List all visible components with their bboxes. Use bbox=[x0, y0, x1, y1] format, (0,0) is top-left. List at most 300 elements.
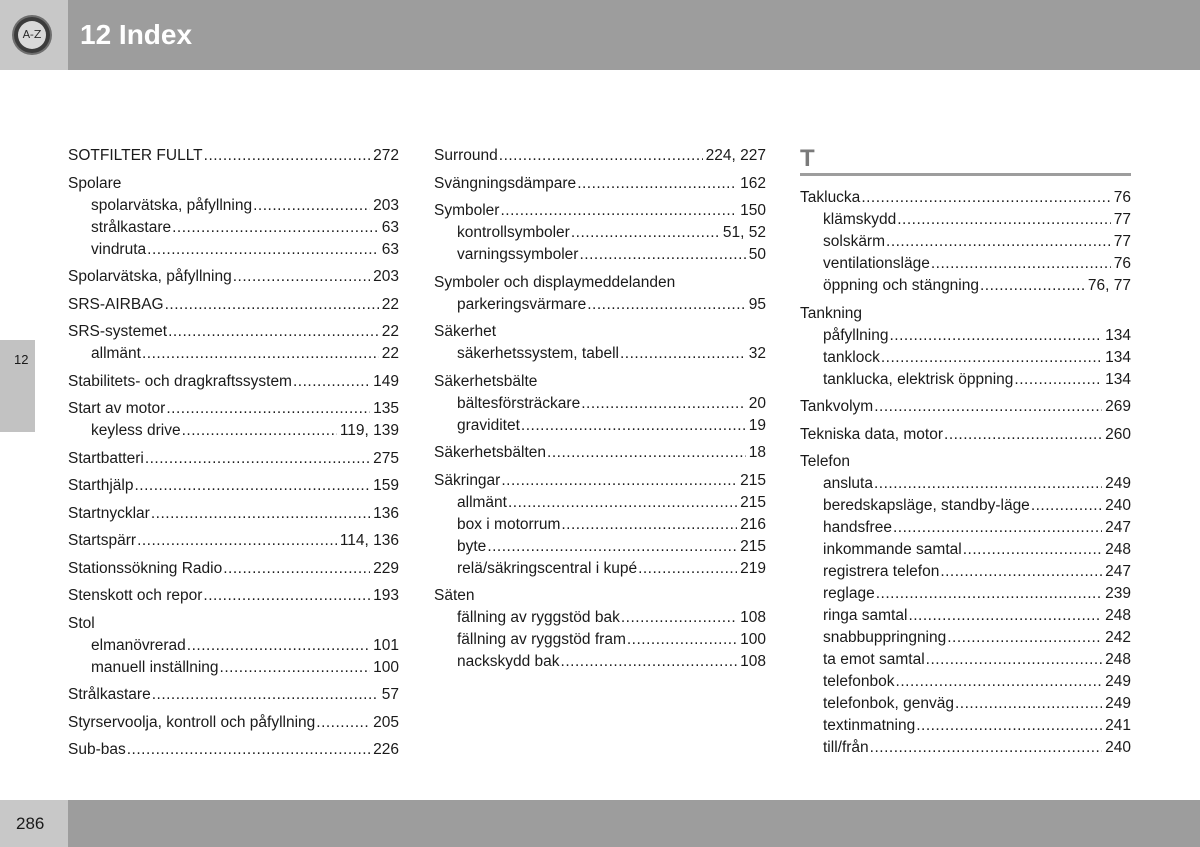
a-z-index-icon bbox=[14, 17, 50, 53]
index-group bbox=[800, 451, 1131, 759]
entry-page-ref: 272 bbox=[373, 147, 399, 164]
entry-label: fällning av ryggstöd fram bbox=[457, 631, 626, 648]
index-entry bbox=[68, 684, 399, 706]
entry-label: Start av motor bbox=[68, 400, 166, 417]
index-entry bbox=[800, 396, 1131, 418]
index-heading: Telefon bbox=[800, 453, 850, 470]
index-subentry bbox=[434, 222, 766, 244]
entry-page-ref: 260 bbox=[1105, 425, 1131, 443]
index-group bbox=[68, 558, 399, 580]
index-column-3 bbox=[800, 145, 1131, 765]
index-group bbox=[68, 684, 399, 706]
entry-label: keyless drive bbox=[91, 422, 181, 439]
entry-label: Sub-bas bbox=[68, 741, 126, 758]
dot-leader bbox=[166, 398, 370, 420]
index-entry bbox=[68, 585, 399, 607]
entry-label: ventilationsläge bbox=[823, 255, 930, 272]
page-footer bbox=[0, 800, 1200, 847]
dot-leader bbox=[893, 517, 1102, 539]
index-entry bbox=[68, 266, 399, 288]
dot-leader bbox=[127, 739, 370, 761]
entry-label: ansluta bbox=[823, 475, 873, 492]
entry-label: spolarvätska, påfyllning bbox=[91, 196, 253, 214]
index-group bbox=[68, 475, 399, 497]
entry-page-ref: 57 bbox=[381, 686, 399, 703]
entry-label: Styrservoolja, kontroll och påfyllning bbox=[68, 713, 316, 731]
entry-label: kontrollsymboler bbox=[457, 224, 570, 241]
dot-leader bbox=[621, 607, 737, 629]
index-subentry bbox=[800, 347, 1131, 369]
dot-leader bbox=[1031, 495, 1102, 517]
entry-page-ref: 76, 77 bbox=[1087, 277, 1131, 294]
entry-page-ref: 32 bbox=[748, 345, 766, 362]
dot-leader bbox=[627, 629, 737, 651]
entry-label: tanklock bbox=[823, 348, 880, 366]
index-subentry bbox=[800, 231, 1131, 253]
chapter-icon-box bbox=[0, 0, 68, 70]
index-subentry bbox=[800, 737, 1131, 759]
index-entry bbox=[68, 371, 399, 393]
dot-leader bbox=[561, 651, 738, 673]
entry-page-ref: 240 bbox=[1105, 739, 1131, 756]
entry-page-ref: 150 bbox=[740, 202, 766, 219]
index-group bbox=[434, 321, 766, 365]
entry-page-ref: 149 bbox=[373, 372, 399, 390]
index-entry bbox=[68, 145, 399, 167]
dot-leader bbox=[926, 649, 1102, 671]
entry-page-ref: 134 bbox=[1105, 348, 1131, 366]
index-group bbox=[68, 294, 399, 316]
entry-page-ref: 114, 136 bbox=[339, 532, 399, 549]
index-group bbox=[434, 200, 766, 266]
index-subentry bbox=[800, 649, 1131, 671]
index-subentry bbox=[800, 715, 1131, 737]
entry-page-ref: 136 bbox=[373, 504, 399, 522]
index-subentry bbox=[800, 605, 1131, 627]
index-group bbox=[68, 739, 399, 761]
entry-label: telefonbok, genväg bbox=[823, 695, 954, 712]
entry-label: box i motorrum bbox=[457, 515, 561, 533]
entry-page-ref: 269 bbox=[1105, 398, 1131, 415]
entry-page-ref: 76 bbox=[1113, 189, 1131, 206]
entry-page-ref: 77 bbox=[1113, 211, 1131, 228]
entry-label: telefonbok bbox=[823, 673, 895, 690]
entry-label: Tankvolym bbox=[800, 398, 874, 415]
dot-leader bbox=[886, 231, 1111, 253]
dot-leader bbox=[947, 627, 1102, 649]
entry-label: fällning av ryggstöd bak bbox=[457, 609, 620, 626]
entry-label: Starthjälp bbox=[68, 477, 134, 494]
index-subentry bbox=[800, 671, 1131, 693]
dot-leader bbox=[908, 605, 1102, 627]
entry-label: snabbuppringning bbox=[823, 629, 947, 646]
dot-leader bbox=[876, 583, 1102, 605]
index-subentry bbox=[68, 217, 399, 239]
entry-label: påfyllning bbox=[823, 326, 889, 344]
index-group bbox=[68, 503, 399, 525]
index-group bbox=[434, 585, 766, 673]
index-subentry bbox=[800, 325, 1131, 347]
entry-page-ref: 203 bbox=[373, 268, 399, 285]
entry-page-ref: 229 bbox=[373, 559, 399, 577]
index-entry bbox=[434, 145, 766, 167]
dot-leader bbox=[293, 371, 370, 393]
entry-page-ref: 119, 139 bbox=[339, 422, 399, 439]
entry-page-ref: 159 bbox=[373, 477, 399, 494]
index-entry bbox=[68, 398, 399, 420]
index-subentry bbox=[800, 253, 1131, 275]
entry-label: beredskapsläge, standby-läge bbox=[823, 497, 1030, 514]
index-subentry bbox=[800, 627, 1131, 649]
index-subentry bbox=[68, 239, 399, 261]
index-subentry bbox=[800, 369, 1131, 391]
entry-label: inkommande samtal bbox=[823, 541, 962, 558]
dot-leader bbox=[203, 585, 370, 607]
index-subentry bbox=[68, 657, 399, 679]
dot-leader bbox=[137, 530, 337, 552]
entry-page-ref: 135 bbox=[373, 400, 399, 417]
index-subentry bbox=[800, 517, 1131, 539]
entry-page-ref: 249 bbox=[1105, 673, 1131, 690]
entry-label: manuell inställning bbox=[91, 658, 219, 676]
entry-label: graviditet bbox=[457, 416, 520, 434]
dot-leader bbox=[870, 737, 1102, 759]
index-entry bbox=[800, 424, 1131, 446]
index-entry bbox=[68, 503, 399, 525]
entry-page-ref: 249 bbox=[1105, 475, 1131, 492]
entry-label: Strålkastare bbox=[68, 686, 151, 703]
index-group bbox=[68, 530, 399, 552]
index-subentry bbox=[434, 294, 766, 316]
index-group bbox=[434, 272, 766, 316]
index-group bbox=[68, 585, 399, 607]
entry-label: säkerhetssystem, tabell bbox=[457, 345, 619, 362]
dot-leader bbox=[896, 671, 1103, 693]
entry-page-ref: 248 bbox=[1105, 607, 1131, 624]
section-letter: T bbox=[800, 145, 815, 172]
index-subentry bbox=[800, 495, 1131, 517]
entry-page-ref: 219 bbox=[740, 559, 766, 577]
entry-page-ref: 224, 227 bbox=[705, 147, 766, 164]
entry-page-ref: 134 bbox=[1105, 326, 1131, 344]
entry-page-ref: 216 bbox=[740, 515, 766, 533]
entry-page-ref: 22 bbox=[381, 345, 399, 362]
entry-page-ref: 162 bbox=[740, 174, 766, 192]
entry-page-ref: 247 bbox=[1105, 563, 1131, 580]
dot-leader bbox=[134, 475, 370, 497]
entry-page-ref: 63 bbox=[381, 218, 399, 236]
index-group bbox=[434, 371, 766, 437]
index-subentry bbox=[434, 607, 766, 629]
index-group bbox=[68, 712, 399, 734]
section-divider bbox=[800, 173, 1131, 176]
chapter-header bbox=[0, 0, 1200, 70]
chapter-side-tab bbox=[0, 340, 35, 432]
entry-page-ref: 76 bbox=[1113, 255, 1131, 272]
dot-leader bbox=[940, 561, 1102, 583]
dot-leader bbox=[944, 424, 1102, 446]
index-entry bbox=[68, 475, 399, 497]
entry-label: allmänt bbox=[457, 493, 507, 511]
index-subentry bbox=[434, 558, 766, 580]
index-entry bbox=[434, 470, 766, 492]
index-subentry bbox=[434, 393, 766, 415]
entry-page-ref: 77 bbox=[1113, 233, 1131, 250]
entry-label: Säkringar bbox=[434, 471, 501, 489]
dot-leader bbox=[638, 558, 737, 580]
entry-label: parkeringsvärmare bbox=[457, 295, 587, 313]
dot-leader bbox=[561, 514, 737, 536]
index-subentry bbox=[68, 635, 399, 657]
dot-leader bbox=[890, 325, 1103, 347]
entry-label: Symboler bbox=[434, 202, 500, 219]
index-subentry bbox=[800, 275, 1131, 297]
entry-label: Tekniska data, motor bbox=[800, 425, 944, 443]
dot-leader bbox=[579, 244, 745, 266]
index-group bbox=[434, 470, 766, 580]
index-subentry bbox=[434, 343, 766, 365]
entry-label: Stenskott och repor bbox=[68, 587, 203, 604]
entry-label: Stabilitets- och dragkraftssystem bbox=[68, 372, 292, 390]
entry-label: Svängningsdämpare bbox=[434, 174, 577, 192]
index-subentry bbox=[800, 583, 1131, 605]
dot-leader bbox=[316, 712, 370, 734]
entry-page-ref: 19 bbox=[748, 416, 766, 434]
entry-label: Stationssökning Radio bbox=[68, 559, 223, 577]
entry-page-ref: 205 bbox=[373, 713, 399, 731]
dot-leader bbox=[955, 693, 1102, 715]
entry-label: Säkerhetsbälten bbox=[434, 444, 547, 461]
entry-label: allmänt bbox=[91, 345, 141, 362]
dot-leader bbox=[487, 536, 737, 558]
index-subentry bbox=[434, 651, 766, 673]
dot-leader bbox=[147, 239, 379, 261]
dot-leader bbox=[571, 222, 720, 244]
entry-label: tanklucka, elektrisk öppning bbox=[823, 370, 1014, 388]
entry-page-ref: 18 bbox=[748, 444, 766, 461]
entry-page-ref: 226 bbox=[373, 741, 399, 758]
dot-leader bbox=[547, 442, 746, 464]
entry-label: vindruta bbox=[91, 240, 147, 258]
index-entry bbox=[68, 530, 399, 552]
index-group bbox=[68, 173, 399, 261]
index-group bbox=[434, 442, 766, 464]
index-group bbox=[434, 145, 766, 167]
dot-leader bbox=[151, 503, 370, 525]
index-heading: Säkerhetsbälte bbox=[434, 372, 538, 390]
dot-leader bbox=[1014, 369, 1102, 391]
entry-label: ringa samtal bbox=[823, 607, 908, 624]
dot-leader bbox=[499, 145, 703, 167]
entry-page-ref: 241 bbox=[1105, 717, 1131, 734]
index-entry bbox=[68, 294, 399, 316]
entry-page-ref: 248 bbox=[1105, 541, 1131, 558]
entry-label: Surround bbox=[434, 147, 498, 164]
entry-label: handsfree bbox=[823, 519, 892, 536]
dot-leader bbox=[168, 321, 379, 343]
index-subentry bbox=[434, 536, 766, 558]
dot-leader bbox=[931, 253, 1111, 275]
entry-label: solskärm bbox=[823, 233, 886, 250]
entry-label: till/från bbox=[823, 739, 869, 756]
index-entry bbox=[800, 187, 1131, 209]
entry-label: Startspärr bbox=[68, 532, 137, 549]
dot-leader bbox=[187, 635, 370, 657]
index-group bbox=[800, 396, 1131, 418]
index-group bbox=[68, 398, 399, 442]
dot-leader bbox=[897, 209, 1111, 231]
index-subentry bbox=[800, 209, 1131, 231]
dot-leader bbox=[577, 173, 737, 195]
index-column-2 bbox=[434, 145, 766, 679]
index-heading: Säten bbox=[434, 587, 475, 604]
entry-page-ref: 215 bbox=[740, 471, 766, 489]
a-z-icon-text: A-Z bbox=[18, 21, 46, 49]
index-subentry bbox=[434, 244, 766, 266]
chapter-title: 12 Index bbox=[80, 19, 193, 50]
entry-label: klämskydd bbox=[823, 211, 897, 228]
entry-page-ref: 215 bbox=[740, 537, 766, 555]
entry-label: Startbatteri bbox=[68, 449, 144, 467]
entry-label: registrera telefon bbox=[823, 563, 940, 580]
dot-leader bbox=[145, 448, 370, 470]
dot-leader bbox=[152, 684, 379, 706]
entry-label: ta emot samtal bbox=[823, 651, 925, 668]
index-column-1 bbox=[68, 145, 399, 767]
dot-leader bbox=[142, 343, 379, 365]
index-group bbox=[68, 371, 399, 393]
entry-label: Spolarvätska, påfyllning bbox=[68, 268, 232, 285]
index-subentry bbox=[800, 539, 1131, 561]
dot-leader bbox=[223, 558, 370, 580]
index-heading: Säkerhet bbox=[434, 323, 497, 340]
index-entry bbox=[68, 712, 399, 734]
side-tab-number: 12 bbox=[14, 352, 29, 367]
index-heading: Spolare bbox=[68, 174, 122, 192]
entry-page-ref: 100 bbox=[740, 631, 766, 648]
index-group bbox=[800, 424, 1131, 446]
dot-leader bbox=[172, 217, 379, 239]
dot-leader bbox=[508, 492, 737, 514]
index-subentry bbox=[434, 514, 766, 536]
entry-page-ref: 242 bbox=[1105, 629, 1131, 646]
entry-label: relä/säkringscentral i kupé bbox=[457, 559, 638, 577]
entry-label: Startnycklar bbox=[68, 504, 150, 522]
index-group bbox=[800, 303, 1131, 391]
entry-label: nackskydd bak bbox=[457, 653, 560, 670]
index-subentry bbox=[68, 420, 399, 442]
entry-label: öppning och stängning bbox=[823, 277, 979, 294]
entry-page-ref: 50 bbox=[748, 246, 766, 263]
entry-page-ref: 215 bbox=[740, 493, 766, 511]
index-entry bbox=[434, 200, 766, 222]
entry-label: strålkastare bbox=[91, 218, 172, 236]
index-entry bbox=[434, 442, 766, 464]
dot-leader bbox=[521, 415, 746, 437]
entry-page-ref: 275 bbox=[373, 449, 399, 467]
index-entry bbox=[68, 739, 399, 761]
entry-label: textinmatning bbox=[823, 717, 916, 734]
entry-page-ref: 20 bbox=[748, 394, 766, 412]
index-heading: Symboler och displaymeddelanden bbox=[434, 273, 676, 291]
entry-page-ref: 22 bbox=[381, 295, 399, 313]
entry-page-ref: 22 bbox=[381, 323, 399, 340]
page-number: 286 bbox=[16, 814, 45, 833]
dot-leader bbox=[587, 294, 746, 316]
dot-leader bbox=[620, 343, 746, 365]
entry-label: byte bbox=[457, 537, 487, 555]
entry-page-ref: 240 bbox=[1105, 497, 1131, 514]
page-number-box bbox=[0, 800, 68, 847]
dot-leader bbox=[233, 266, 370, 288]
dot-leader bbox=[874, 473, 1102, 495]
dot-leader bbox=[874, 396, 1102, 418]
dot-leader bbox=[881, 347, 1102, 369]
index-entry bbox=[68, 321, 399, 343]
index-entry bbox=[68, 558, 399, 580]
index-entry bbox=[68, 448, 399, 470]
entry-page-ref: 249 bbox=[1105, 695, 1131, 712]
entry-label: bältesförsträckare bbox=[457, 394, 581, 412]
dot-leader bbox=[165, 294, 379, 316]
entry-page-ref: 108 bbox=[740, 609, 766, 626]
index-group bbox=[68, 145, 399, 167]
dot-leader bbox=[220, 657, 371, 679]
dot-leader bbox=[963, 539, 1102, 561]
entry-page-ref: 95 bbox=[748, 295, 766, 313]
index-subentry bbox=[800, 693, 1131, 715]
index-subentry bbox=[800, 561, 1131, 583]
entry-page-ref: 134 bbox=[1105, 370, 1131, 388]
entry-page-ref: 101 bbox=[373, 636, 399, 654]
entry-page-ref: 108 bbox=[740, 653, 766, 670]
index-group bbox=[68, 613, 399, 679]
index-subentry bbox=[434, 415, 766, 437]
index-subentry bbox=[434, 629, 766, 651]
dot-leader bbox=[253, 195, 370, 217]
entry-label: SRS-systemet bbox=[68, 323, 168, 340]
index-subentry bbox=[434, 492, 766, 514]
dot-leader bbox=[916, 715, 1102, 737]
entry-page-ref: 51, 52 bbox=[722, 224, 766, 241]
entry-page-ref: 239 bbox=[1105, 585, 1131, 602]
index-heading: Stol bbox=[68, 614, 95, 632]
index-entry bbox=[434, 173, 766, 195]
entry-label: elmanövrerad bbox=[91, 636, 186, 654]
index-group bbox=[68, 448, 399, 470]
entry-page-ref: 248 bbox=[1105, 651, 1131, 668]
entry-label: Taklucka bbox=[800, 189, 861, 206]
dot-leader bbox=[980, 275, 1085, 297]
index-group bbox=[434, 173, 766, 195]
dot-leader bbox=[182, 420, 337, 442]
entry-label: SOTFILTER FULLT bbox=[68, 147, 203, 164]
entry-page-ref: 247 bbox=[1105, 519, 1131, 536]
dot-leader bbox=[204, 145, 370, 167]
index-subentry bbox=[68, 195, 399, 217]
entry-label: varningssymboler bbox=[457, 246, 579, 263]
dot-leader bbox=[500, 200, 737, 222]
entry-label: reglage bbox=[823, 585, 875, 602]
entry-page-ref: 203 bbox=[373, 196, 399, 214]
index-group bbox=[800, 187, 1131, 297]
index-subentry bbox=[800, 473, 1131, 495]
index-heading: Tankning bbox=[800, 304, 863, 322]
dot-leader bbox=[501, 470, 737, 492]
dot-leader bbox=[861, 187, 1110, 209]
entry-page-ref: 100 bbox=[373, 658, 399, 676]
entry-page-ref: 193 bbox=[373, 587, 399, 604]
